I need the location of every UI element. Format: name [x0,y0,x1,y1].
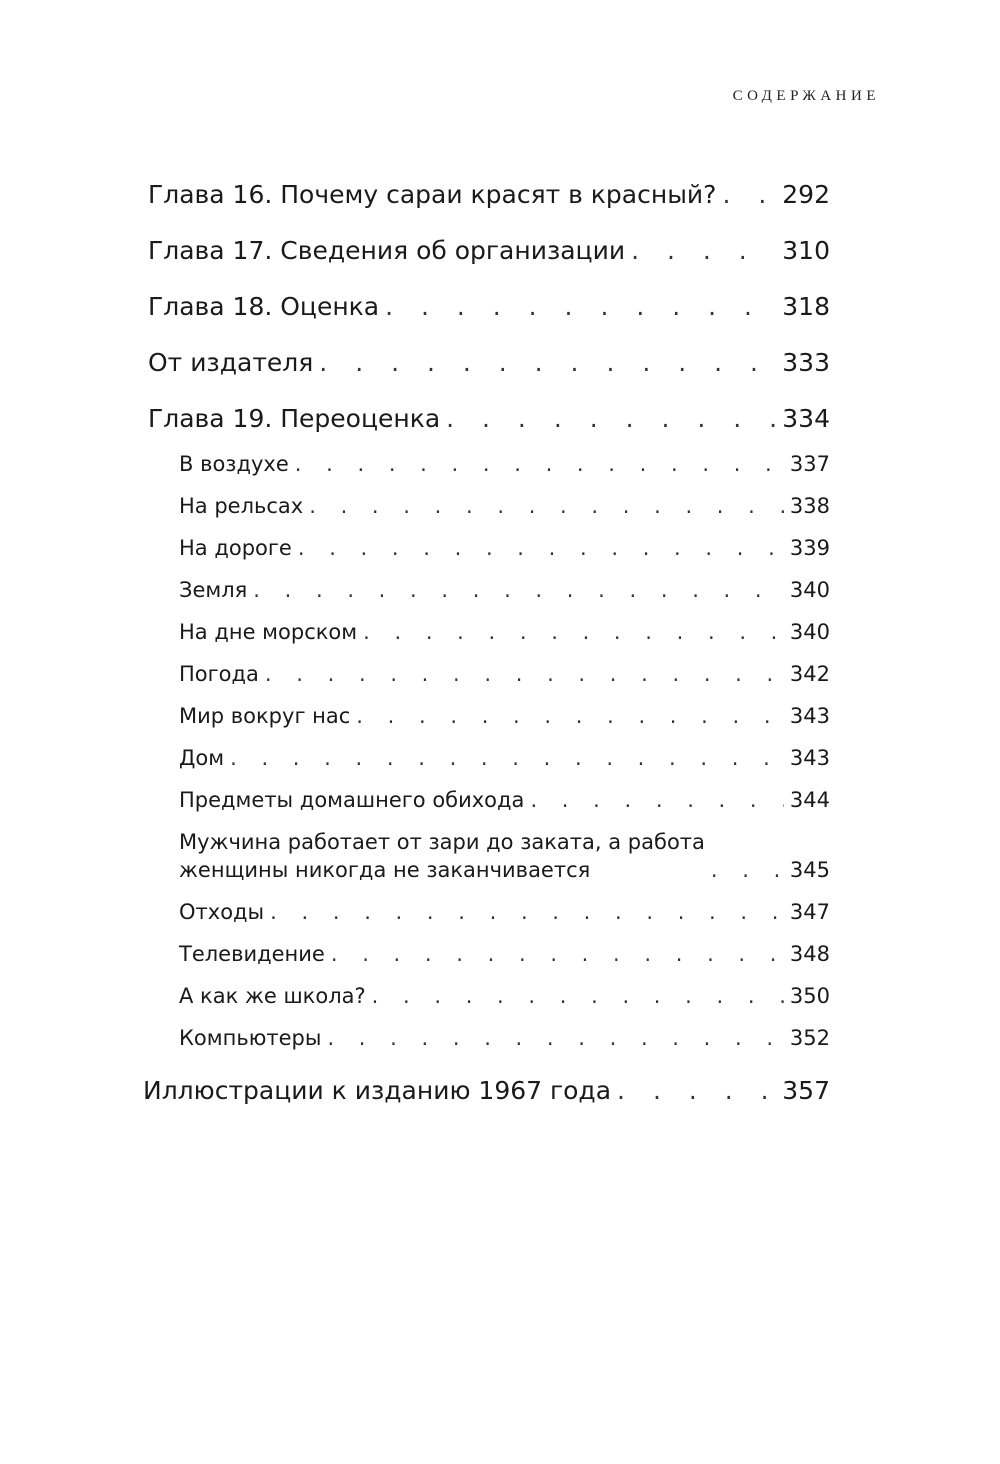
toc-subentry-page: 348 [789,942,830,966]
toc-subentry-page: 350 [789,984,830,1008]
toc-subentry-page: 352 [789,1026,830,1050]
toc-subentry-page: 340 [789,578,830,602]
dot-leader [446,402,776,436]
toc-subentry-title: Дом [179,746,225,770]
dot-leader [631,234,776,268]
toc-subentry [148,968,830,1010]
dot-leader [385,290,776,324]
dot-leader [298,534,784,562]
toc-subentry-title: На дне морском [179,620,358,644]
toc-subentry [148,772,830,814]
table-of-contents [143,156,830,1108]
dot-leader [711,856,784,884]
toc-subentry [148,478,830,520]
toc-subentry-title-line1: Мужчина работает от зари до заката, а работа [179,830,705,854]
toc-entry [143,1052,830,1108]
toc-subentry-title: Предметы домашнего обихода [179,788,525,812]
dot-leader [319,346,776,380]
dot-leader [309,492,784,520]
toc-subentry-title: Мир вокруг нас [179,704,351,728]
toc-subentry-title: А как же школа? [179,984,366,1008]
toc-subentry-title: Компьютеры [179,1026,322,1050]
toc-entry-title: Иллюстрации к изданию 1967 года [143,1076,612,1105]
toc-subentry [148,436,830,478]
toc-subentry-page: 337 [789,452,830,476]
toc-subentry-page: 345 [789,858,830,882]
dot-leader [356,702,784,730]
toc-entry-page: 334 [782,404,830,433]
dot-leader [331,940,784,968]
toc-entry-page: 333 [782,348,830,377]
toc-subentry-title [179,828,705,884]
toc-entry-page: 318 [782,292,830,321]
toc-subentry [148,730,830,772]
toc-subentry-title-line2: женщины никогда не заканчивается [179,858,591,882]
toc-subentry-page: 343 [789,746,830,770]
toc-subentry-title: В воздухе [179,452,289,476]
toc-subentry [148,926,830,968]
toc-entry [148,212,830,268]
toc-subentry-title: На дороге [179,536,292,560]
dot-leader [265,660,784,688]
toc-subentry-page: 342 [789,662,830,686]
toc-entry-page: 310 [782,236,830,265]
dot-leader [270,898,784,926]
dot-leader [253,576,784,604]
toc-subentry-page: 340 [789,620,830,644]
toc-entry-title: Глава 18. Оценка [148,292,380,321]
dot-leader [230,744,784,772]
toc-entry-title: Глава 19. Переоценка [148,404,441,433]
toc-subentry [148,1010,830,1052]
dot-leader [722,178,776,212]
toc-subentry [148,520,830,562]
toc-entry-title: От издателя [148,348,314,377]
dot-leader [530,786,783,814]
toc-subentry [148,884,830,926]
toc-subentry-page: 343 [789,704,830,728]
toc-subentry [148,814,830,884]
toc-subentry-title: Погода [179,662,259,686]
toc-entry [148,156,830,212]
toc-subentry [148,604,830,646]
toc-entry [148,380,830,436]
toc-entry-page: 357 [782,1076,830,1105]
toc-subentry-title: Телевидение [179,942,325,966]
toc-entry-title: Глава 16. Почему сараи красят в красный? [148,180,717,209]
toc-entry-page: 292 [782,180,830,209]
toc-subentry-title: Отходы [179,900,265,924]
dot-leader [295,450,784,478]
toc-entry-title: Глава 17. Сведения об организации [148,236,626,265]
toc-subentry-page: 338 [789,494,830,518]
dot-leader [363,618,784,646]
toc-subentry [148,646,830,688]
toc-entry [148,324,830,380]
dot-leader [372,982,784,1010]
toc-subentry-page: 347 [789,900,830,924]
toc-subentry [148,562,830,604]
dot-leader [327,1024,783,1052]
toc-subentry-page: 339 [789,536,830,560]
toc-subentry-title: Земля [179,578,248,602]
toc-subentry-page: 344 [789,788,830,812]
toc-entry [148,268,830,324]
dot-leader [617,1074,776,1108]
toc-subentry [148,688,830,730]
running-head: СОДЕРЖАНИЕ [732,88,880,104]
toc-subentry-title: На рельсах [179,494,304,518]
